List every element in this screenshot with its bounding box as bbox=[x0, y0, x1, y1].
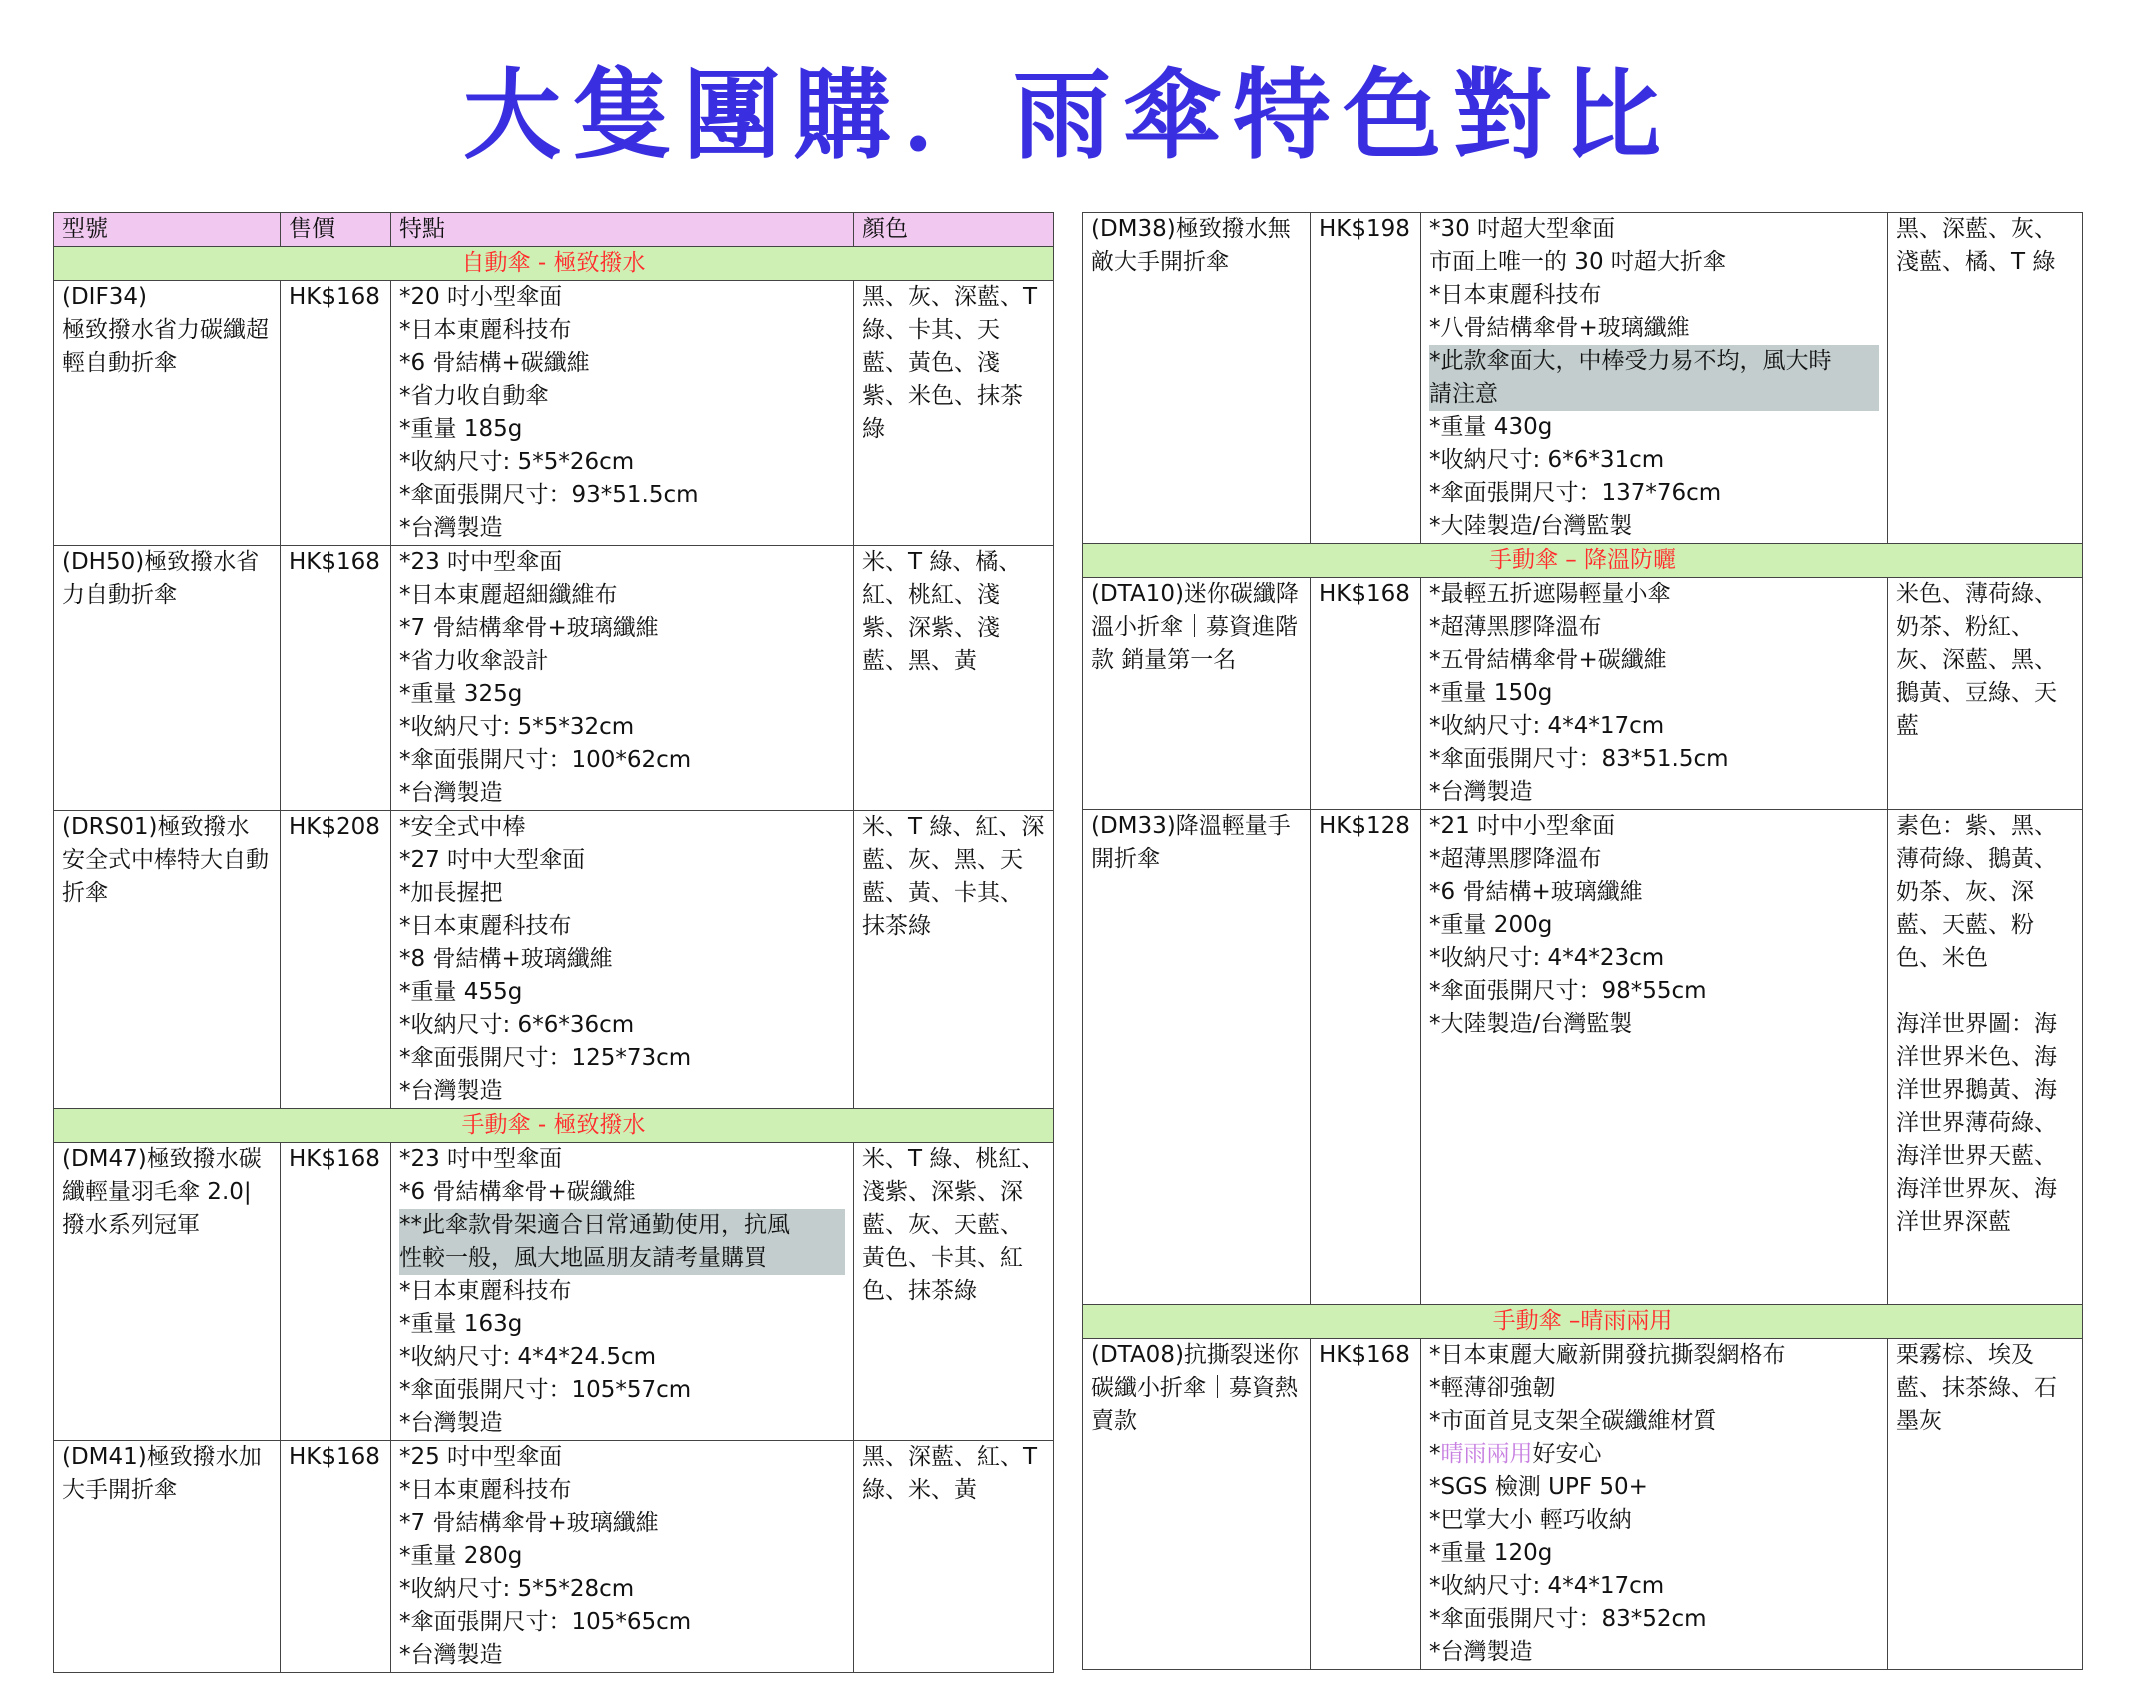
feature-line: *傘面張開尺寸：105*57cm bbox=[399, 1377, 692, 1403]
warning-note bbox=[399, 1209, 845, 1275]
price-cell: HK$168 bbox=[281, 546, 391, 811]
model-cell: (DM47)極致撥水碳纖輕量羽毛傘 2.0|撥水系列冠軍 bbox=[54, 1143, 281, 1441]
table-row bbox=[54, 281, 1054, 546]
feature-line: *收納尺寸: 4*4*17cm bbox=[1429, 713, 1665, 739]
section-header: 手動傘 – 降溫防曬 bbox=[1083, 544, 2083, 578]
price-cell: HK$168 bbox=[281, 1143, 391, 1441]
feature-line: *重量 200g bbox=[1429, 912, 1553, 938]
header-colors: 顏色 bbox=[854, 213, 1054, 247]
feature-line: *21 吋中小型傘面 bbox=[1429, 813, 1616, 839]
feature-line: *五骨結構傘骨+碳纖維 bbox=[1429, 647, 1667, 673]
feature-line: *收納尺寸: 5*5*32cm bbox=[399, 714, 635, 740]
feature-line: *收納尺寸: 4*4*17cm bbox=[1429, 1573, 1665, 1599]
feature-line: *重量 325g bbox=[399, 681, 523, 707]
feature-line: 市面上唯一的 30 吋超大折傘 bbox=[1429, 249, 1726, 275]
feature-line: *收納尺寸: 6*6*36cm bbox=[399, 1012, 635, 1038]
features-cell bbox=[1421, 213, 1888, 544]
table-row bbox=[1083, 1339, 2083, 1670]
features-cell bbox=[1421, 810, 1888, 1305]
model-cell: (DM38)極致撥水無敵大手開折傘 bbox=[1083, 213, 1311, 544]
warning-note bbox=[1429, 345, 1879, 411]
right-comparison-table bbox=[1082, 212, 2083, 1670]
feature-line: *重量 455g bbox=[399, 979, 523, 1005]
feature-line: *重量 150g bbox=[1429, 680, 1553, 706]
feature-line: *30 吋超大型傘面 bbox=[1429, 216, 1616, 242]
feature-line: *傘面張開尺寸：83*52cm bbox=[1429, 1606, 1707, 1632]
feature-line: *6 骨結構+玻璃纖維 bbox=[1429, 879, 1643, 905]
feature-line: *大陸製造/台灣監製 bbox=[1429, 513, 1633, 539]
accent-text: 晴雨兩用 bbox=[1440, 1441, 1533, 1467]
colors-cell: 米色、薄荷綠、奶茶、粉紅、灰、深藍、黑、鵝黃、豆綠、天藍 bbox=[1888, 578, 2083, 810]
table-row bbox=[1083, 213, 2083, 544]
feature-line: *加長握把 bbox=[399, 880, 503, 906]
feature-line: *傘面張開尺寸：93*51.5cm bbox=[399, 482, 699, 508]
feature-line: *台灣製造 bbox=[1429, 779, 1533, 805]
feature-line: *省力收傘設計 bbox=[399, 648, 549, 674]
feature-line: *傘面張開尺寸：125*73cm bbox=[399, 1045, 692, 1071]
feature-line: *6 骨結構傘骨+碳纖維 bbox=[399, 1179, 636, 1205]
feature-line: *台灣製造 bbox=[399, 1410, 503, 1436]
table-header-row bbox=[54, 213, 1054, 247]
feature-line: *27 吋中大型傘面 bbox=[399, 847, 586, 873]
model-cell: (DIF34) 極致撥水省力碳纖超輕自動折傘 bbox=[54, 281, 281, 546]
table-row bbox=[54, 811, 1054, 1109]
feature-line: *台灣製造 bbox=[1429, 1639, 1533, 1665]
feature-line: *超薄黑膠降溫布 bbox=[1429, 846, 1602, 872]
feature-line: *20 吋小型傘面 bbox=[399, 284, 563, 310]
price-cell: HK$168 bbox=[281, 1441, 391, 1673]
feature-line: *7 骨結構傘骨+玻璃纖維 bbox=[399, 615, 659, 641]
colors-cell: 黑、深藍、紅、T 綠、米、黃 bbox=[854, 1441, 1054, 1673]
features-cell bbox=[391, 811, 854, 1109]
feature-line: *25 吋中型傘面 bbox=[399, 1444, 563, 1470]
feature-line: *日本東麗科技布 bbox=[399, 317, 572, 343]
model-cell: (DTA10)迷你碳纖降溫小折傘｜募資進階款 銷量第一名 bbox=[1083, 578, 1311, 810]
feature-line: *重量 185g bbox=[399, 416, 523, 442]
section-header: 手動傘 - 極致撥水 bbox=[54, 1109, 1054, 1143]
features-cell bbox=[1421, 578, 1888, 810]
feature-line: *收納尺寸: 4*4*23cm bbox=[1429, 945, 1665, 971]
feature-line: *重量 163g bbox=[399, 1311, 523, 1337]
colors-cell: 黑、深藍、灰、淺藍、橘、T 綠 bbox=[1888, 213, 2083, 544]
price-cell: HK$208 bbox=[281, 811, 391, 1109]
feature-line: *日本東麗科技布 bbox=[399, 913, 572, 939]
table-row bbox=[54, 1143, 1054, 1441]
feature-line: *台灣製造 bbox=[399, 1642, 503, 1668]
feature-line: *收納尺寸: 5*5*26cm bbox=[399, 449, 635, 475]
feature-line: *8 骨結構+玻璃纖維 bbox=[399, 946, 613, 972]
feature-line: *傘面張開尺寸：98*55cm bbox=[1429, 978, 1707, 1004]
feature-line: *日本東麗科技布 bbox=[1429, 282, 1602, 308]
feature-line: *收納尺寸: 4*4*24.5cm bbox=[399, 1344, 657, 1370]
feature-line: *最輕五折遮陽輕量小傘 bbox=[1429, 581, 1671, 607]
colors-cell: 米、T 綠、紅、深藍、灰、黑、天藍、黃、卡其、抹茶綠 bbox=[854, 811, 1054, 1109]
price-cell: HK$198 bbox=[1311, 213, 1421, 544]
feature-line: *八骨結構傘骨+玻璃纖維 bbox=[1429, 315, 1690, 341]
model-cell: (DTA08)抗撕裂迷你碳纖小折傘｜募資熱賣款 bbox=[1083, 1339, 1311, 1670]
feature-line: *巴掌大小 輕巧收納 bbox=[1429, 1507, 1632, 1533]
feature-line: **此傘款骨架適合日常通勤使用，抗風 bbox=[399, 1212, 790, 1238]
feature-line: *省力收自動傘 bbox=[399, 383, 549, 409]
model-cell: (DRS01)極致撥水安全式中棒特大自動折傘 bbox=[54, 811, 281, 1109]
features-cell bbox=[391, 546, 854, 811]
header-price: 售價 bbox=[281, 213, 391, 247]
feature-line: *傘面張開尺寸：105*65cm bbox=[399, 1609, 692, 1635]
features-cell bbox=[391, 281, 854, 546]
model-cell: (DM33)降溫輕量手開折傘 bbox=[1083, 810, 1311, 1305]
colors-cell: 素色：紫、黑、薄荷綠、鵝黃、奶茶、灰、深藍、天藍、粉色、米色 海洋世界圖：海洋世界米色、海洋世界鵝黃、海洋世界薄荷綠、海洋世界天藍、海洋世界灰、海洋世界深藍 bbox=[1888, 810, 2083, 1305]
feature-line: *市面首見支架全碳纖維材質 bbox=[1429, 1408, 1717, 1434]
section-header: 自動傘 - 極致撥水 bbox=[54, 247, 1054, 281]
header-model: 型號 bbox=[54, 213, 281, 247]
feature-line: *台灣製造 bbox=[399, 515, 503, 541]
header-features: 特點 bbox=[391, 213, 854, 247]
table-row bbox=[1083, 578, 2083, 810]
feature-line: *SGS 檢測 UPF 50+ bbox=[1429, 1474, 1648, 1500]
colors-cell: 米、T 綠、桃紅、淺紫、深紫、深藍、灰、天藍、黃色、卡其、紅色、抹茶綠 bbox=[854, 1143, 1054, 1441]
feature-line: *收納尺寸: 5*5*28cm bbox=[399, 1576, 635, 1602]
colors-cell: 黑、灰、深藍、T 綠、卡其、天藍、黃色、淺紫、米色、抹茶綠 bbox=[854, 281, 1054, 546]
feature-line: *超薄黑膠降溫布 bbox=[1429, 614, 1602, 640]
feature-line: *重量 120g bbox=[1429, 1540, 1553, 1566]
feature-line: *台灣製造 bbox=[399, 780, 503, 806]
section-header: 手動傘 –晴雨兩用 bbox=[1083, 1305, 2083, 1339]
table-row bbox=[54, 546, 1054, 811]
price-cell: HK$168 bbox=[1311, 578, 1421, 810]
features-cell bbox=[391, 1143, 854, 1441]
feature-line: *重量 430g bbox=[1429, 414, 1553, 440]
feature-line: *7 骨結構傘骨+玻璃纖維 bbox=[399, 1510, 659, 1536]
feature-line: *大陸製造/台灣監製 bbox=[1429, 1011, 1633, 1037]
feature-line: *傘面張開尺寸：100*62cm bbox=[399, 747, 692, 773]
feature-line: *日本東麗科技布 bbox=[399, 1278, 572, 1304]
page-title: 大隻團購．雨傘特色對比 bbox=[462, 59, 1673, 173]
table-row bbox=[1083, 810, 2083, 1305]
feature-line: 性較一般，風大地區朋友請考量購買 bbox=[399, 1245, 767, 1271]
features-cell: *日本東麗大廠新開發抗撕裂網格布 *輕薄卻強韌 *市面首見支架全碳纖維材質 *晴雨兩用好安心 *SGS 檢測 UPF 50+ *巴掌大小 輕巧收納 *重量 120g *收納尺寸: 4*4*17cm *傘面張開尺寸：83*52cm *台灣製造 bbox=[1421, 1339, 1888, 1670]
colors-cell: 米、T 綠、橘、紅、桃紅、淺紫、深紫、淺藍、黑、黃 bbox=[854, 546, 1054, 811]
feature-line: *23 吋中型傘面 bbox=[399, 549, 563, 575]
price-cell: HK$168 bbox=[1311, 1339, 1421, 1670]
features-cell bbox=[391, 1441, 854, 1673]
feature-line: *輕薄卻強韌 bbox=[1429, 1375, 1556, 1401]
feature-line: *傘面張開尺寸：137*76cm bbox=[1429, 480, 1722, 506]
feature-line: *重量 280g bbox=[399, 1543, 523, 1569]
feature-line: *此款傘面大，中棒受力易不均，風大時 bbox=[1429, 348, 1832, 374]
price-cell: HK$168 bbox=[281, 281, 391, 546]
feature-line: *23 吋中型傘面 bbox=[399, 1146, 563, 1172]
model-cell: (DM41)極致撥水加大手開折傘 bbox=[54, 1441, 281, 1673]
model-cell: (DH50)極致撥水省力自動折傘 bbox=[54, 546, 281, 811]
feature-line: *日本東麗科技布 bbox=[399, 1477, 572, 1503]
feature-line: *收納尺寸: 6*6*31cm bbox=[1429, 447, 1665, 473]
feature-line: *日本東麗大廠新開發抗撕裂網格布 bbox=[1429, 1342, 1786, 1368]
table-row bbox=[54, 1441, 1054, 1673]
feature-line: 請注意 bbox=[1429, 381, 1498, 407]
feature-line: *傘面張開尺寸：83*51.5cm bbox=[1429, 746, 1729, 772]
feature-line: *日本東麗超細纖維布 bbox=[399, 582, 618, 608]
feature-line: *台灣製造 bbox=[399, 1078, 503, 1104]
colors-cell: 栗霧棕、埃及藍、抹茶綠、石墨灰 bbox=[1888, 1339, 2083, 1670]
feature-line: *安全式中棒 bbox=[399, 814, 526, 840]
price-cell: HK$128 bbox=[1311, 810, 1421, 1305]
left-comparison-table bbox=[53, 212, 1054, 1673]
feature-line: *6 骨結構+碳纖維 bbox=[399, 350, 590, 376]
